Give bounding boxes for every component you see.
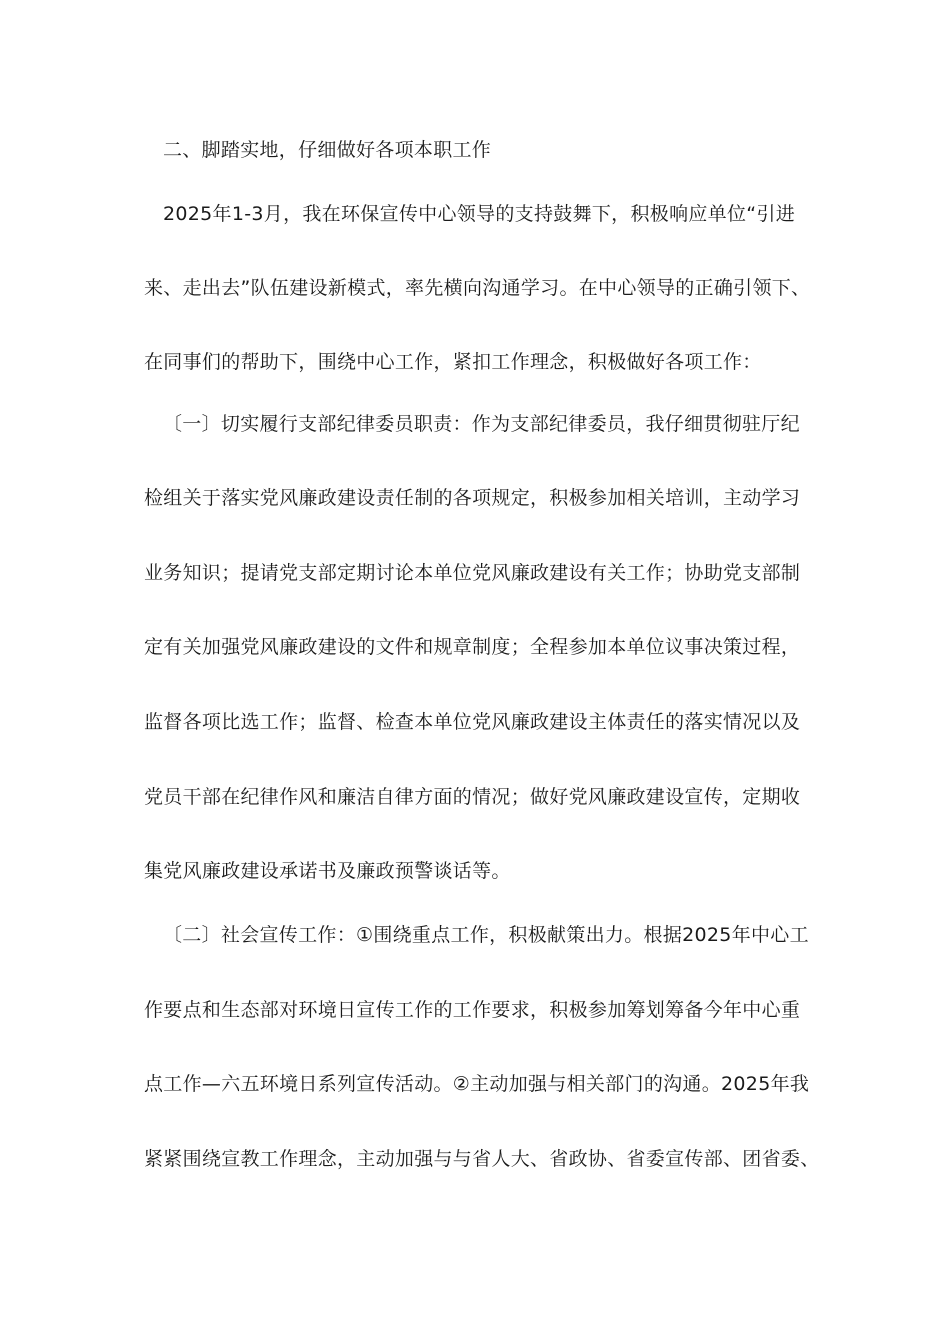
paragraph-line: 点工作—六五环境日系列宣传活动。②主动加强与相关部门的沟通。2025年我 <box>144 1073 810 1095</box>
paragraph-line: 紧紧围绕宣教工作理念，主动加强与与省人大、省政协、省委宣传部、团省委、 <box>144 1148 820 1170</box>
paragraph-line: 在同事们的帮助下，围绕中心工作，紧扣工作理念，积极做好各项工作： <box>144 351 762 373</box>
paragraph-line: 〔一〕切实履行支部纪律委员职责：作为支部纪律委员，我仔细贯彻驻厅纪 <box>163 413 800 435</box>
paragraph-line: 检组关于落实党风廉政建设责任制的各项规定，积极参加相关培训，主动学习 <box>144 487 801 509</box>
paragraph-line: 定有关加强党风廉政建设的文件和规章制度；全程参加本单位议事决策过程， <box>144 636 801 658</box>
paragraph-line: 来、走出去”队伍建设新模式，率先横向沟通学习。在中心领导的正确引领下、 <box>144 277 811 299</box>
paragraph-line: 〔二〕社会宣传工作：①围绕重点工作，积极献策出力。根据2025年中心工 <box>163 924 809 946</box>
paragraph-line: 监督各项比选工作；监督、检查本单位党风廉政建设主体责任的落实情况以及 <box>144 711 801 733</box>
paragraph-line: 党员干部在纪律作风和廉洁自律方面的情况；做好党风廉政建设宣传，定期收 <box>144 786 801 808</box>
paragraph-line: 作要点和生态部对环境日宣传工作的工作要求，积极参加筹划筹备今年中心重 <box>144 999 801 1021</box>
paragraph-line: 2025年1-3月，我在环保宣传中心领导的支持鼓舞下，积极响应单位“引进 <box>163 203 796 225</box>
paragraph-line: 业务知识；提请党支部定期讨论本单位党风廉政建设有关工作；协助党支部制 <box>144 562 801 584</box>
section-heading: 二、脚踏实地，仔细做好各项本职工作 <box>163 139 492 161</box>
paragraph-line: 集党风廉政建设承诺书及廉政预警谈话等。 <box>144 860 511 882</box>
